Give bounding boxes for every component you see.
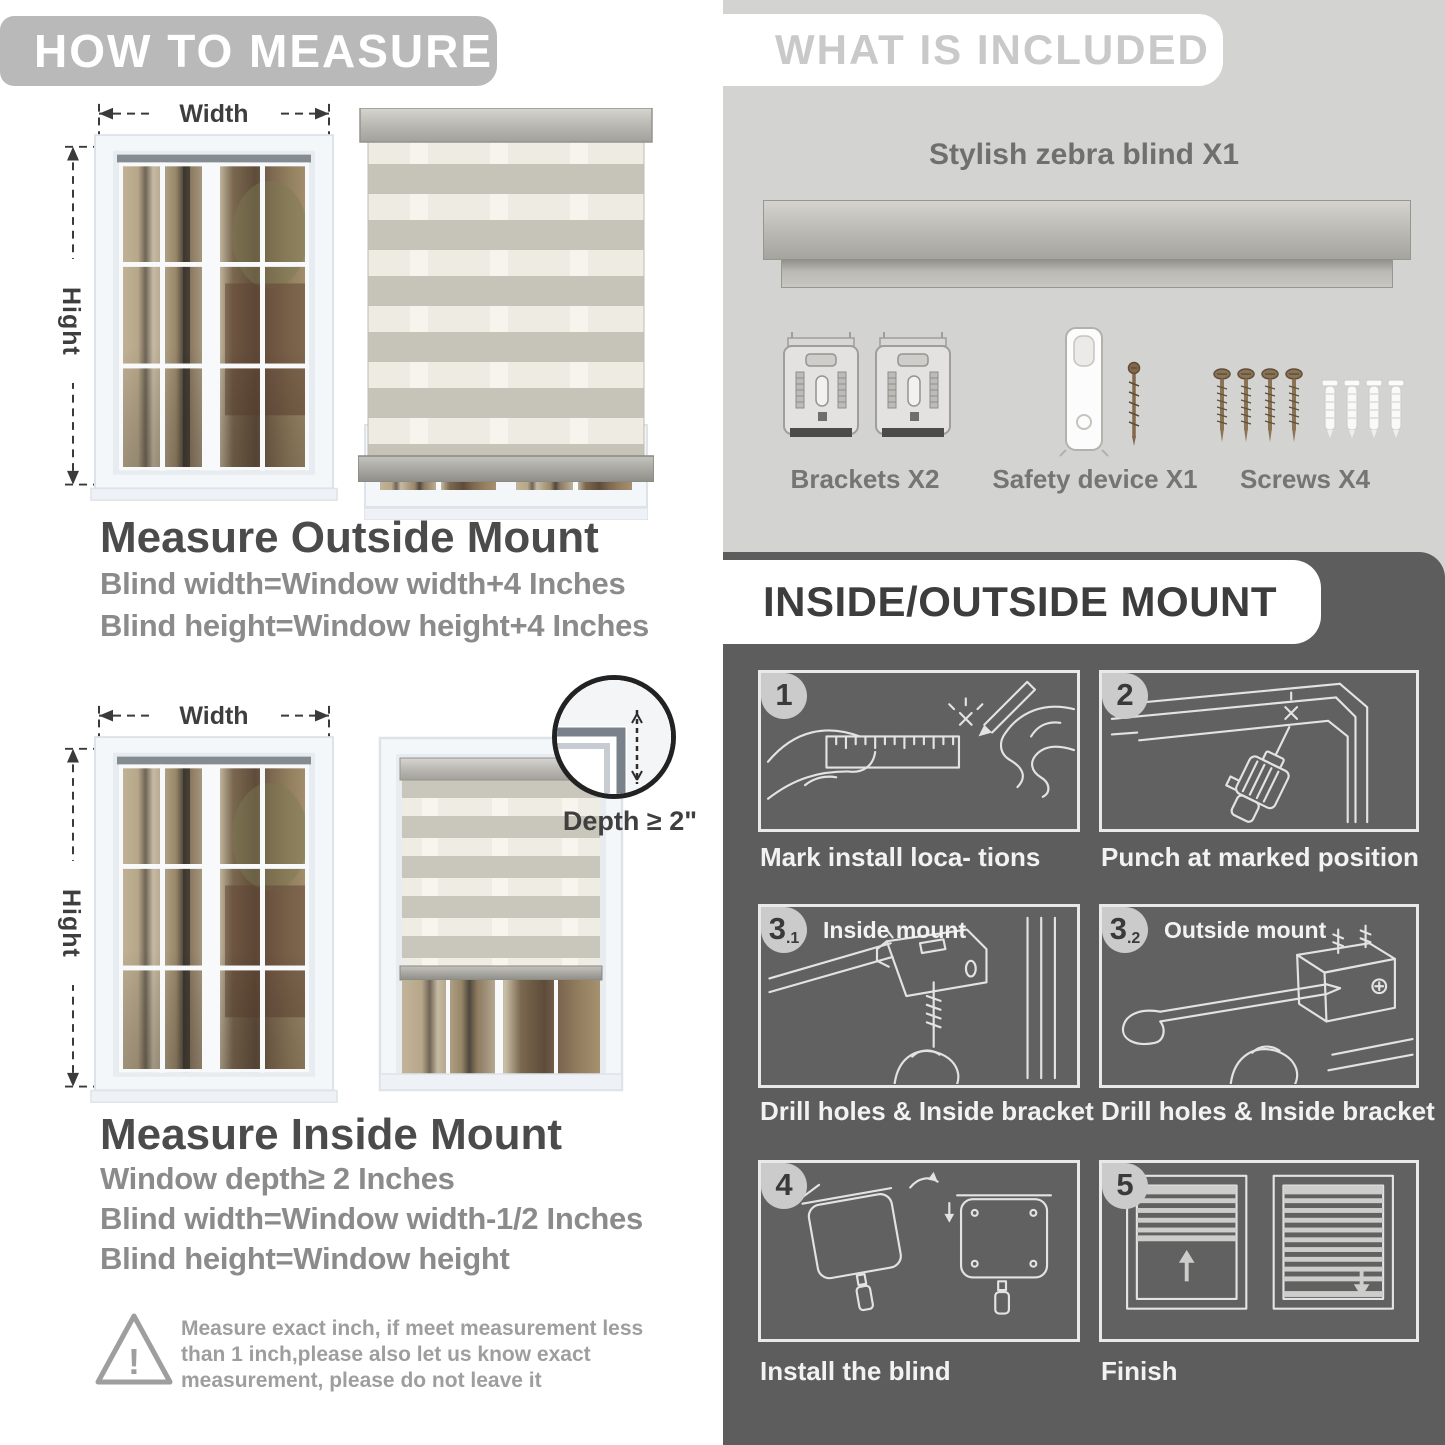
included-panel: [723, 0, 1445, 586]
step-caption-3-2: Drill holes & Inside bracket: [1101, 1096, 1435, 1126]
what-is-included-banner: WHAT IS INCLUDED: [723, 14, 1223, 86]
outside-mount-heading: Measure Outside Mount: [100, 513, 599, 562]
step-number: 5: [1116, 1167, 1134, 1202]
product-title: Stylish zebra blind X1: [928, 138, 1240, 171]
warning-text: [181, 1316, 643, 1394]
step-badge-4: [761, 1163, 807, 1209]
depth-magnifier-detail: [552, 675, 676, 799]
inside-mount-rule-depth: Window depth≥ 2 Inches: [100, 1161, 455, 1196]
warning-line-2: than 1 inch,please also let us know exact: [181, 1343, 591, 1366]
how-to-measure-banner: HOW TO MEASURE: [0, 16, 497, 86]
depth-corner-art: [557, 680, 671, 794]
step-box-1: [758, 670, 1080, 832]
outside-mount-rule-width: Blind width=Window width+4 Inches: [100, 566, 626, 601]
warning-mark: !: [128, 1341, 140, 1382]
step-caption-5: Finish: [1101, 1356, 1178, 1386]
step-caption-4: Install the blind: [760, 1356, 951, 1386]
step-number: 4: [775, 1167, 793, 1202]
width-label-outside: Width: [149, 100, 279, 128]
width-label-inside: Width: [149, 702, 279, 730]
step-number: 2: [1116, 677, 1134, 712]
step-subnumber: .2: [1126, 930, 1141, 947]
step-art-drill-position: [1105, 676, 1415, 828]
screws-icon: [1212, 366, 1408, 446]
item-label-screws: Screws X4: [1239, 464, 1371, 494]
step-number: 3: [768, 911, 786, 946]
step-box-3-2: [1099, 904, 1419, 1088]
step-subnumber: .1: [785, 930, 800, 947]
step-caption-3-1: Drill holes & Inside bracket: [760, 1096, 1094, 1126]
window-measure-illustration-inside: [55, 700, 355, 1110]
step-box-3-1: [758, 904, 1080, 1088]
height-label-outside: Hight: [56, 259, 85, 383]
step-caption-2: Punch at marked position: [1101, 842, 1419, 872]
item-label-brackets: Brackets X2: [790, 464, 940, 494]
brackets-icon: [782, 332, 954, 450]
safety-device-icon: [1048, 326, 1160, 458]
step-art-mark-locations: [764, 676, 1076, 828]
step-art-install-blind: [764, 1166, 1076, 1338]
step-art-finish: [1105, 1166, 1415, 1338]
warning-line-3: measurement, please do not leave it: [181, 1369, 542, 1392]
inside-outside-mount-banner: INSIDE/OUTSIDE MOUNT: [723, 560, 1321, 644]
step-badge-1: [761, 673, 807, 719]
step-badge-3-1: [761, 907, 807, 953]
outside-mount-rule-height: Blind height=Window height+4 Inches: [100, 608, 649, 643]
warning-icon: [92, 1310, 176, 1388]
step-box-2: [1099, 670, 1419, 832]
zebra-blind-illustration-outside: [358, 108, 654, 482]
step-box-5: [1099, 1160, 1419, 1342]
height-label-inside: Hight: [56, 861, 85, 985]
warning-line-1: Measure exact inch, if meet measurement less: [181, 1317, 644, 1340]
step-badge-2: [1102, 673, 1148, 719]
blind-headrail-lip: [781, 259, 1393, 288]
item-label-safety-device: Safety device X1: [992, 464, 1198, 494]
blind-headrail-illustration: [763, 200, 1411, 260]
step-badge-5: [1102, 1163, 1148, 1209]
step-title-inside-mount: Inside mount: [823, 917, 967, 943]
step-number: 3: [1109, 911, 1127, 946]
step-caption-1: Mark install loca- tions: [760, 842, 1041, 872]
inside-mount-rule-width: Blind width=Window width-1/2 Inches: [100, 1201, 643, 1236]
step-title-outside-mount: Outside mount: [1164, 917, 1327, 943]
step-number: 1: [775, 677, 793, 712]
inside-mount-rule-height: Blind height=Window height: [100, 1241, 510, 1276]
depth-label: Depth ≥ 2": [562, 806, 698, 836]
inside-mount-heading: Measure Inside Mount: [100, 1110, 563, 1159]
window-measure-illustration-outside: [55, 98, 355, 508]
step-badge-3-2: [1102, 907, 1148, 953]
step-box-4: [758, 1160, 1080, 1342]
